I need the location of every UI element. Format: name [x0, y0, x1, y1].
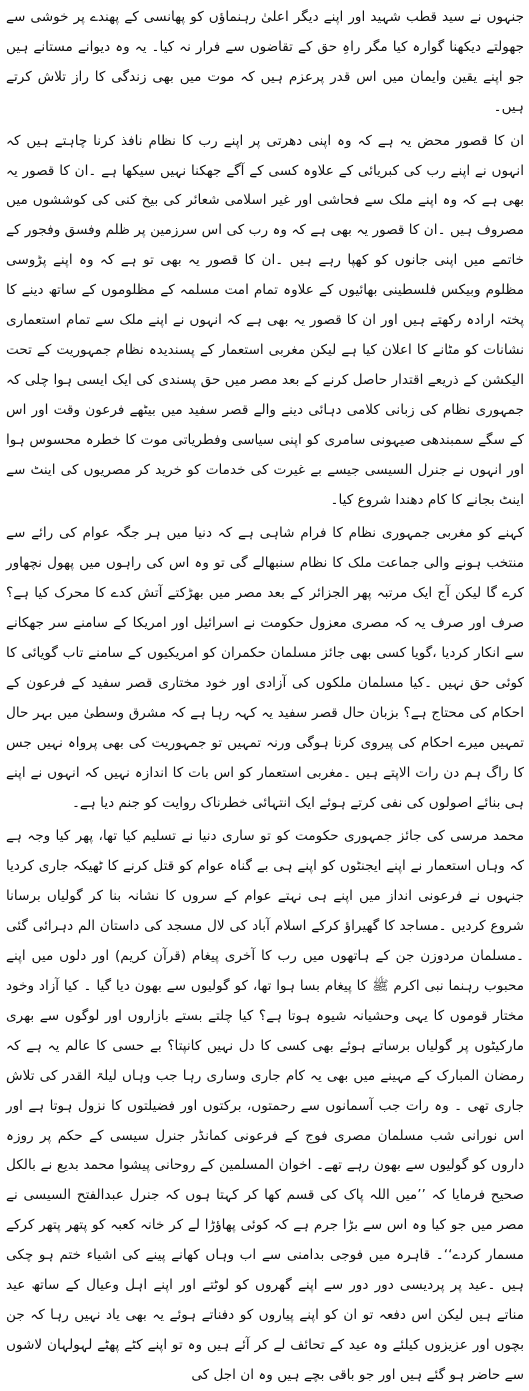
article-paragraph-4: محمد مرسی کی جائز جمہوری حکومت کو تو ساری دنیا نے تسلیم کیا تھا، پھر کیا وجہ ہے کہ وہاں استعمار نے اپنے ایجنٹوں کو اپنے ہی بے گناہ عوام کو قتل کرنے کا ٹھیکہ جاری کردیا جنہوں نے فرعونی انداز میں اپنے ہی نہتے عوام کے سروں کا نشانہ بنا کر گولیاں برسانا شروع کردیں ۔مساجد کا گھیراؤ کرکے اسلام آباد کی لال مسجد کی داستان الم دہرائی گئی ۔مسلمان مردوزن جن کے ہاتھوں میں رب کا آخری پیغام (قرآن کریم) اور دلوں میں اپنے محبوب رہنما نبی اکرم ﷺ کا پیغام بسا ہوا تھا، کو گولیوں سے بھون دیا گیا ۔ کیا آزاد وخود مختار قوموں کا یہی وحشیانہ شیوہ ہوتا ہے؟ کیا چلتے بستے بازاروں اور لوگوں سے بھری مارکیٹوں پر گولیاں برساتے ہوئے بھی کسی کا دل نہیں کانپتا؟ بے حسی کا عالم یہ ہے کہ رمضان المبارک کے مہینے میں بھی یہ کام جاری وساری رہا جب وہاں لیلۃ القدر کی تلاش جاری تھی ۔ وہ رات جب آسمانوں سے رحمتوں، برکتوں اور فضیلتوں کا نزول ہوتا ہے اور اس نورانی شب مسلمان مصری فوج کے فرعونی کمانڈر جنرل سیسی کے حکم پر روزہ داروں کو گولیوں سے بھون رہے تھے۔ اخوان المسلمین کے روحانی پیشوا محمد بدیع نے بالکل صحیح فرمایا کہ ’’میں اللہ پاک کی قسم کھا کر کہتا ہوں کہ جنرل عبدالفتح السیسی نے مصر میں جو کیا وہ اس سے بڑا جرم ہے کہ کوئی پھاؤڑا لے کر خانہ کعبہ کو پتھر پتھر کرکے مسمار کردے‘‘۔ قاہرہ میں فوجی بدامنی سے اب وہاں کھانے پینے کی اشیاء ختم ہو چکی ہیں ۔عید پر پردیسی دور دور سے اپنے گھروں کو لوٹتے اور اپنے اہل وعیال کے ساتھ عید مناتے ہیں لیکن اس دفعہ تو ان کو اپنے پیاروں کو دفناتے ہوئے یہ بھی یاد نہیں رہا کہ جن بچوں اور عزیزوں کیلئے وہ عید کے تحائف لے کر آئے ہیں وہ تو اپنے کٹے پھٹے لہولہان لاشوں سے حاضر ہو گئے ہیں اور جو باقی بچے ہیں وہ ان اجل کی: [6, 828, 524, 1383]
article-paragraph-3: کہنے کو مغربی جمہوری نظام کا فرام شاہی ہے کہ دنیا میں ہر جگہ عوام کی رائے سے منتخب ہونے والی جماعت ملک کا نظام سنبھالے گی تو وہ اس کی راہوں میں پھول نچھاور کرے گا لیکن آج ایک مرتبہ پھر الجزائر کے بعد مصر میں بھڑکتے آتش کدے کا محرک کیا ہے؟ صرف اور صرف یہ کہ مصری معزول حکومت نے اسرائیل اور امریکا کے سامنے سر جھکانے سے انکار کردیا ،گویا کسی بھی جائز مسلمان حکمران کو امریکیوں کے سامنے تاب گویائی کا کوئی حق نہیں ۔کیا مسلمان ملکوں کی آزادی اور خود مختاری قصر سفید کے فرعون کے احکام کی محتاج ہے؟ بزبان حال قصر سفید یہ کہہ رہا ہے کہ مشرق وسطیٰ میں بہر حال تمہیں میرے احکام کی پیروی کرنا ہوگی ورنہ تمہیں تو جمہوریت کی بھی پرواہ نہیں جس کا راگ ہم دن رات الاپتے ہیں ۔مغربی استعمار کو اس بات کا اندازہ نہیں کہ انہوں نے اپنے ہی بنائے اصولوں کی نفی کرتے ہوئے ایک انتہائی خطرناک روایت کو جنم دیا ہے۔: [6, 525, 524, 811]
article-paragraph-2: ان کا قصور محض یہ ہے کہ وہ اپنی دھرتی پر اپنے رب کا نظام نافذ کرنا چاہتے ہیں کہ انہوں نے اپنے رب کی کبریائی کے علاوہ کسی کے آگے جھکنا نہیں سیکھا ہے ۔ان کا قصور یہ بھی ہے کہ وہ اپنے ملک سے فحاشی اور غیر اسلامی شعائر کی بیخ کنی کی کوششوں میں مصروف ہیں ۔ان کا قصور یہ بھی ہے کہ وہ رب کی اس سرزمین پر ظلم وفسق وفجور کے خاتمے میں اپنی جانوں کو کھپا رہے ہیں ۔ان کا قصور یہ بھی تو ہے کہ وہ اپنے پڑوسی مظلوم وبیکس فلسطینی بھائیوں کے علاوہ تمام امت مسلمہ کے مظلوموں کے ساتھ دینے کا پختہ ارادہ رکھتے ہیں اور ان کا قصور یہ بھی ہے کہ انہوں نے اپنے ملک سے تمام استعماری نشانات کو مٹانے کا اعلان کیا ہے لیکن مغربی استعمار کے پسندیدہ نظام جمہوریت کے تحت الیکشن کے ذریعے اقتدار حاصل کرنے کے بعد مصر میں حق پسندی کی ایک ایسی ہوا چلی کہ جمہوری نظام کی زبانی کلامی دہائی دینے والے قصر سفید میں بیٹھے فرعون وقت اور اس کے سگے سمبندھی صیہونی سامری کو اپنی سیاسی وفطریاتی موت کا خطرہ محسوس ہوا اور انہوں نے جنرل السیسی جیسے بے غیرت کی خدمات کو خرید کر مصریوں کی اینٹ سے اینٹ بجانے کا کام دھندا شروع کیا۔: [6, 132, 524, 508]
article-paragraph-1: جنہوں نے سید قطب شہید اور اپنے دیگر اعلیٰ رہنماؤں کو پھانسی کے پھندے پر خوشی سے جھولتے دیکھنا گوارہ کیا مگر راہِ حق کے تقاضوں سے فرار نہ کیا۔ یہ وہ دیوانے مستانے ہیں جو اپنے یقین وایمان میں اس قدر پرعزم ہیں کہ موت میں بھی زندگی کا راز تلاش کرتے ہیں۔: [6, 9, 524, 115]
